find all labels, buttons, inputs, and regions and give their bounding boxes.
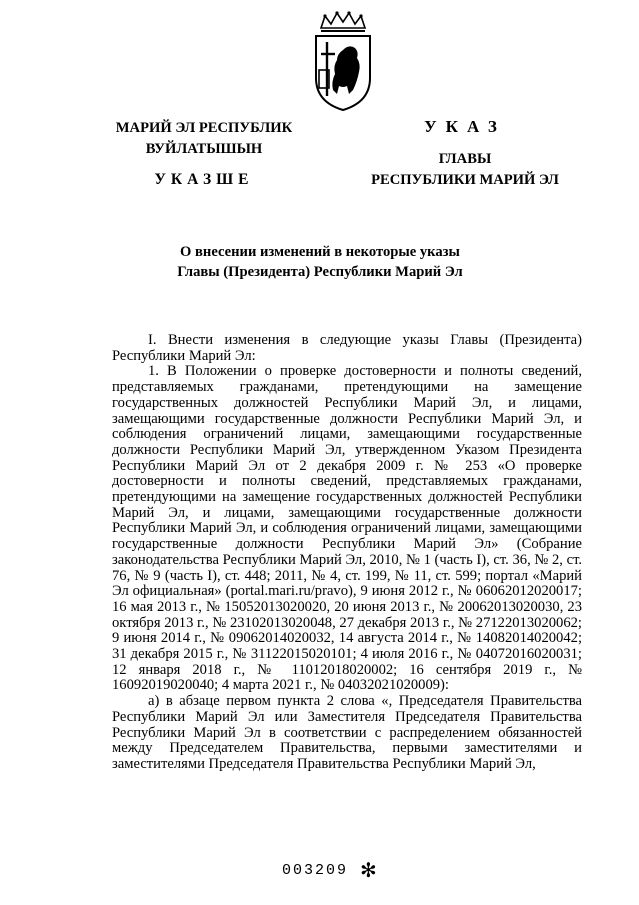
body-paragraph-2: 1. В Положении о проверке достоверности и полноты сведений, представляемых гражданами, претендующими на замещение государственных должностей Республики Марий Эл, и лицами, замещающими государственные должности Республики Марий Эл, и соблюдения ограничений лицами, замещающими государственные должности Республики Марий Эл, утвержденном Указом Президента Республики Марий Эл от 2 декабря 2009 г. № 253 «О проверке достоверности и полноты сведений, представляемых гражданами, претендующими на замещение государственных должностей Республики Марий Эл, и лицами, замещающими государственные должности Республики Марий Эл, и соблюдения ограничений лицами, замещающими государственные должности Республики Марий Эл» (Собрание законодательства Республики Марий Эл, 2010, № 1 (часть I), ст. 36, № 2, ст. 76, № 9 (часть I), ст. 448; 2011, № 4, ст. 199, № 11, ст. 599; портал «Марий Эл официальная» (portal.mari.ru/pravo), 9 июня 2012 г., № 06062012020017; 16 мая 2013 г., № 15052013020020, 20 июня 2013 г., № 20062013020030, 23 октября 2013 г., № 23102013020048, 27 декабря 2013 г., № 27122013020062; 9 июня 2014 г., № 09062014020032, 14 августа 2014 г., № 14082014020042; 31 декабря 2015 г., № 31122015020101; 4 июля 2016 г., № 04072016020031; 12 января 2018 г., № 11012018020002; 16 сентября 2019 г., № 16092019020040; 4 марта 2021 г., № 04032021020009): — [112, 363, 582, 694]
header-left-line1: МАРИЙ ЭЛ РЕСПУБЛИК — [115, 120, 293, 136]
body-paragraph-3: а) в абзаце первом пункта 2 слова «, Председателя Правительства Республики Марий Эл или Заместителя Председателя Правительства Республики Марий Эл в соответствии с распределением обязанностей между Председателем Правительства, первыми заместителями и заместителями Председателя Правительства Республики Марий Эл, — [112, 693, 582, 772]
footer-mark-icon: ✻ — [360, 860, 377, 882]
header-right-line1: ГЛАВЫ — [438, 151, 492, 167]
header-right-title: УКАЗ — [424, 117, 506, 136]
header-right-block — [360, 116, 570, 191]
header-left-block — [95, 118, 313, 190]
subject-line2: Главы (Президента) Республики Марий Эл — [177, 264, 463, 280]
header-left-title: УКАЗШЕ — [154, 171, 254, 188]
header-left-line2: ВУЙЛАТЫШЫН — [145, 141, 263, 157]
decree-subject — [110, 242, 530, 282]
coat-of-arms-emblem — [313, 10, 373, 112]
header-right-line2: РЕСПУБЛИКИ МАРИЙ ЭЛ — [371, 172, 559, 188]
body-paragraph-1: I. Внести изменения в следующие указы Главы (Президента) Республики Марий Эл: — [112, 332, 582, 364]
decree-body — [112, 333, 582, 773]
document-number: 003209 — [282, 862, 349, 879]
subject-line1: О внесении изменений в некоторые указы — [180, 244, 460, 260]
